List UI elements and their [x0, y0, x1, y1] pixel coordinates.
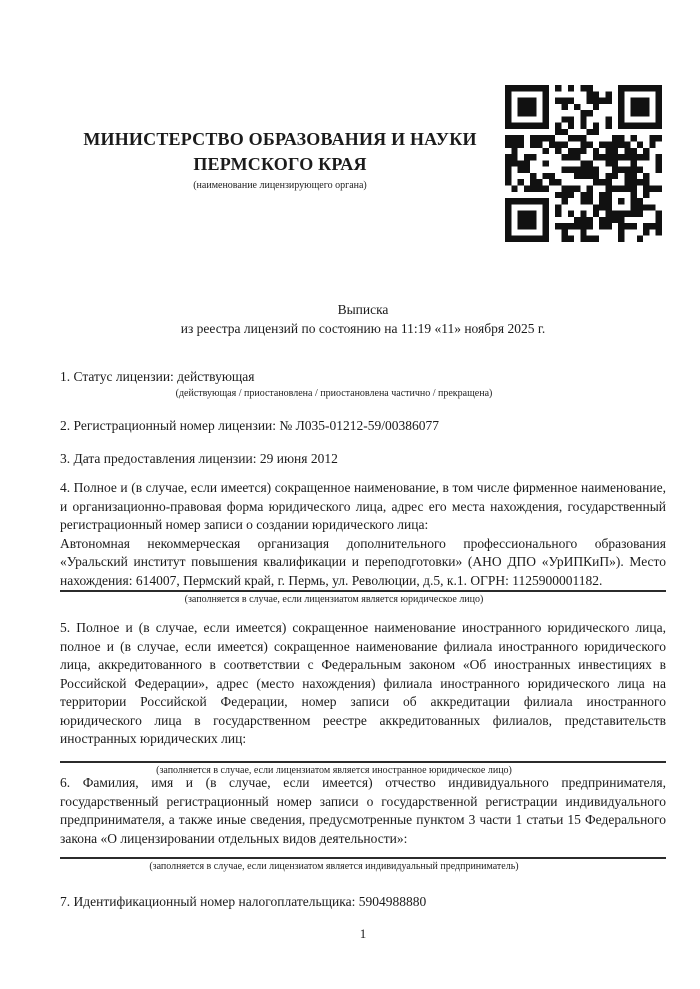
qr-code-canvas	[505, 85, 662, 242]
item-6-fill-line	[60, 857, 666, 859]
ministry-name-caption: (наименование лицензирующего органа)	[193, 180, 367, 191]
item-7-taxpayer-number	[60, 893, 666, 912]
item-1-text: 1. Статус лицензии: действующая	[60, 369, 255, 384]
item-4-legal-entity	[60, 479, 666, 606]
item-4-fill-line	[60, 590, 666, 592]
item-3-license-date	[60, 450, 666, 469]
document-title	[60, 300, 666, 338]
item-5-foreign-legal-entity	[60, 619, 666, 777]
item-4-caption: (заполняется в случае, если лицензиатом является юридическое лицо)	[184, 594, 484, 605]
item-5-fill-line	[60, 761, 666, 763]
item-3-text: 3. Дата предоставления лицензии: 29 июня 2012	[60, 451, 338, 466]
document-title-line2: из реестра лицензий по состоянию на 11:19 «11» ноября 2025 г.	[180, 321, 546, 336]
item-6-individual-entrepreneur	[60, 774, 666, 873]
item-6-caption: (заполняется в случае, если лицензиатом является индивидуальный предприниматель)	[149, 861, 519, 872]
item-2-text: 2. Регистрационный номер лицензии: № Л035-01212-59/00386077	[60, 418, 440, 433]
item-7-text: 7. Идентификационный номер налогоплательщика: 5904988880	[60, 894, 427, 909]
item-1-caption: (действующая / приостановлена / приостановлена частично / прекращена)	[175, 388, 493, 399]
item-1-license-status	[60, 368, 666, 387]
item-4-label: 4. Полное и (в случае, если имеется) сокращенное наименование, в том числе фирменное наименование, и организационно-правовая форма юридического лица, адрес его места нахождения, государственный регистрационный номер записи о создании юридического лица:	[60, 480, 666, 532]
ministry-name-line1: МИНИСТЕРСТВО ОБРАЗОВАНИЯ И НАУКИ	[83, 129, 477, 149]
ministry-name-line2: ПЕРМСКОГО КРАЯ	[193, 154, 367, 174]
item-4-value: Автономная некоммерческая организация дополнительного профессионального образования «Уральский институт повышения квалификации и переподготовки» (АНО ДПО «УрИПКиП»). Место нахождения: 614007, Пермский край, г. Пермь, ул. Революции, д.5, к.1. ОГРН: 1125900001182.	[60, 535, 666, 588]
licensing-authority-header	[60, 127, 500, 193]
page-number: 1	[359, 926, 367, 941]
item-5-caption: (заполняется в случае, если лицензиатом является иностранное юридическое лицо)	[156, 764, 512, 776]
item-2-registration-number	[60, 417, 666, 436]
document-title-line1: Выписка	[337, 302, 389, 317]
item-6-label: 6. Фамилия, имя и (в случае, если имеется) отчество индивидуального предпринимателя, государственный регистрационный номер записи о государственной регистрации индивидуального предпринимателя, а также иные сведения, предусмотренные пунктом 3 части 1 статьи 15 Федерального закона «О лицензировании отдельных видов деятельности»:	[60, 775, 666, 846]
qr-code	[505, 85, 662, 242]
item-5-label: 5. Полное и (в случае, если имеется) сокращенное наименование иностранного юридического лица, полное и (в случае, если имеется) сокращенное наименование филиала иностранного юридического лица, аккредитованного в соответствии с Федеральным законом «Об иностранных инвестициях в Российской Федерации», адрес (место нахождения) филиала иностранного юридического лица на территории Российской Федерации, номер записи об аккредитации филиала иностранного юридического лица в государственном реестре аккредитованных филиалов, представительств иностранных юридических лиц:	[60, 620, 666, 746]
